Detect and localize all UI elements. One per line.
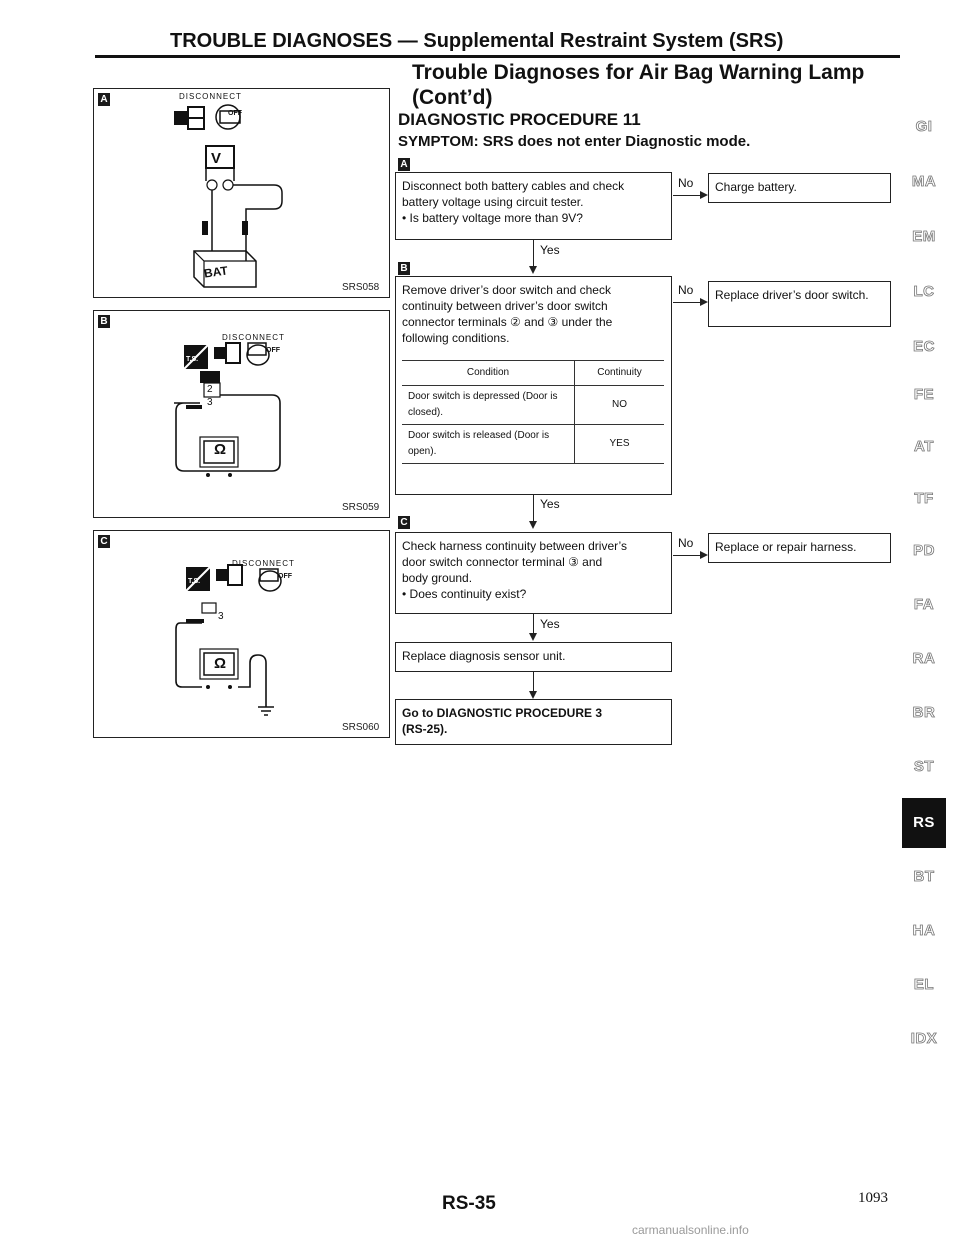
table-row [402,425,664,464]
step-c-no-action: Replace or repair harness. [715,540,857,554]
section-tab-rs-active[interactable]: RS [902,798,946,848]
section-tab-fe[interactable]: FE [913,386,935,403]
page-header-title: TROUBLE DIAGNOSES — Supplemental Restraint System (SRS) [170,30,784,52]
watermark-text: carmanualsonline.info [632,1223,749,1237]
illustration-panel-a [93,88,390,298]
step-c-no-connector [673,555,703,556]
step-a-no-connector [673,195,703,196]
connector-icon [214,343,240,363]
panel-badge-b: B [98,315,110,328]
step-a-line: • Is battery voltage more than 9V? [402,211,583,225]
table-cell: Door switch is released (Door is open). [402,425,575,464]
step-e-line: (RS-25). [402,722,448,736]
table-row [402,386,664,425]
step-a-box [395,172,672,240]
panel-badge-c: C [98,535,110,548]
step-b-line: continuity between driver’s door switch [402,299,608,313]
section-tab-br[interactable]: BR [912,704,936,721]
step-a-yes-label: Yes [540,243,560,257]
section-tab-el[interactable]: EL [913,976,935,993]
arrow-down-icon [529,691,537,699]
arrow-down-icon [529,266,537,274]
step-b-no-connector [673,302,703,303]
step-a-line: battery voltage using circuit tester. [402,195,584,209]
ignition-off-label: OFF [266,347,280,354]
section-title: Trouble Diagnoses for Air Bag Warning Lamp (Cont’d) [412,61,865,109]
table-cell: YES [575,425,665,464]
disconnect-label: DISCONNECT [222,333,285,342]
section-tab-ec[interactable]: EC [913,338,935,355]
step-c-yes-label: Yes [540,617,560,631]
figure-code: SRS059 [342,502,380,513]
connector-icon [216,565,242,585]
step-a-no-action-box [708,173,891,203]
terminal-3-label: 3 [207,397,213,408]
section-tab-bt[interactable]: BT [913,868,935,885]
flow-badge-c: C [398,516,410,529]
step-a-yes-connector [533,240,534,266]
step-b-box [395,276,672,495]
step-a-no-label: No [678,176,694,190]
figure-code: SRS060 [342,722,380,733]
arrow-right-icon [700,191,708,199]
step-c-line: Check harness continuity between driver’s [402,539,628,553]
illustration-panel-b [93,310,390,518]
arrow-right-icon [700,298,708,306]
section-tab-ra[interactable]: RA [912,650,936,667]
ground-icon [258,707,274,715]
section-tab-ha[interactable]: HA [912,922,936,939]
step-c-line: • Does continuity exist? [402,587,527,601]
step-d-box [395,642,672,672]
step-b-line: Remove driver’s door switch and check [402,283,611,297]
table-cell: NO [575,386,665,425]
step-a-line: Disconnect both battery cables and check [402,179,625,193]
header-rule [95,55,900,58]
step-b-line: following conditions. [402,331,510,345]
section-tab-st[interactable]: ST [913,758,935,775]
section-tab-fa[interactable]: FA [913,596,935,613]
table-header-cell: Continuity [575,361,665,386]
step-c-box [395,532,672,614]
section-tab-pd[interactable]: PD [913,542,935,559]
panel-badge-a: A [98,93,110,106]
terminal-3-label: 3 [218,611,224,622]
battery-voltage-diagram [164,101,314,291]
table-header-row [402,361,664,386]
step-b-line: connector terminals ② and ③ under the [402,315,613,329]
voltmeter-label: V [211,150,222,167]
symptom-line: SYMPTOM: SRS does not enter Diagnostic mode. [398,133,751,150]
ohmmeter-label: Ω [214,441,227,458]
step-c-line: body ground. [402,571,473,585]
step-d-text: Replace diagnosis sensor unit. [402,649,566,663]
section-tab-idx[interactable]: IDX [910,1030,938,1047]
table-cell: Door switch is depressed (Door is closed). [402,386,575,425]
battery-label: BAT [203,263,229,281]
section-tab-tf[interactable]: TF [914,490,934,507]
figure-code: SRS058 [342,282,380,293]
step-e-line: Go to DIAGNOSTIC PROCEDURE 3 [402,706,603,720]
page-code: RS-35 [442,1193,496,1214]
arrow-down-icon [529,521,537,529]
step-b-no-action: Replace driver’s door switch. [715,288,869,302]
ignition-key-icon [216,105,240,129]
arrow-down-icon [529,633,537,641]
table-header-cell: Condition [402,361,575,386]
ignition-off-label: OFF [278,573,292,580]
section-tab-em[interactable]: EM [912,228,936,245]
flow-badge-b: B [398,262,410,275]
connector-icon [174,107,204,129]
step-c-yes-connector [533,614,534,634]
ohmmeter-label: Ω [214,655,227,672]
disconnect-label: DISCONNECT [179,92,242,101]
disconnect-label: DISCONNECT [232,559,295,568]
terminal-2-label: 2 [207,384,213,395]
step-a-no-action: Charge battery. [715,180,797,194]
step-b-yes-connector [533,495,534,521]
step-c-line: door switch connector terminal ③ and [402,555,603,569]
step-e-box [395,699,672,745]
step-b-no-action-box [708,281,891,327]
step-b-no-label: No [678,283,694,297]
section-tab-lc[interactable]: LC [913,283,935,300]
arrow-right-icon [700,551,708,559]
step-d-connector [533,672,534,692]
section-tab-at[interactable]: AT [914,438,934,455]
step-c-no-action-box [708,533,891,563]
harness-ground-diagram [164,559,344,734]
flow-badge-a: A [398,158,410,171]
ts-label: T.S. [186,356,199,363]
section-tab-gi[interactable]: GI [915,118,933,135]
ts-label: T.S. [188,578,201,585]
illustration-panel-c [93,530,390,738]
section-tab-ma[interactable]: MA [911,173,937,190]
step-c-no-label: No [678,536,694,550]
condition-table [402,360,664,464]
ignition-off-label: OFF [228,110,242,117]
page-number: 1093 [858,1190,888,1206]
procedure-title: DIAGNOSTIC PROCEDURE 11 [398,110,641,129]
step-b-yes-label: Yes [540,497,560,511]
